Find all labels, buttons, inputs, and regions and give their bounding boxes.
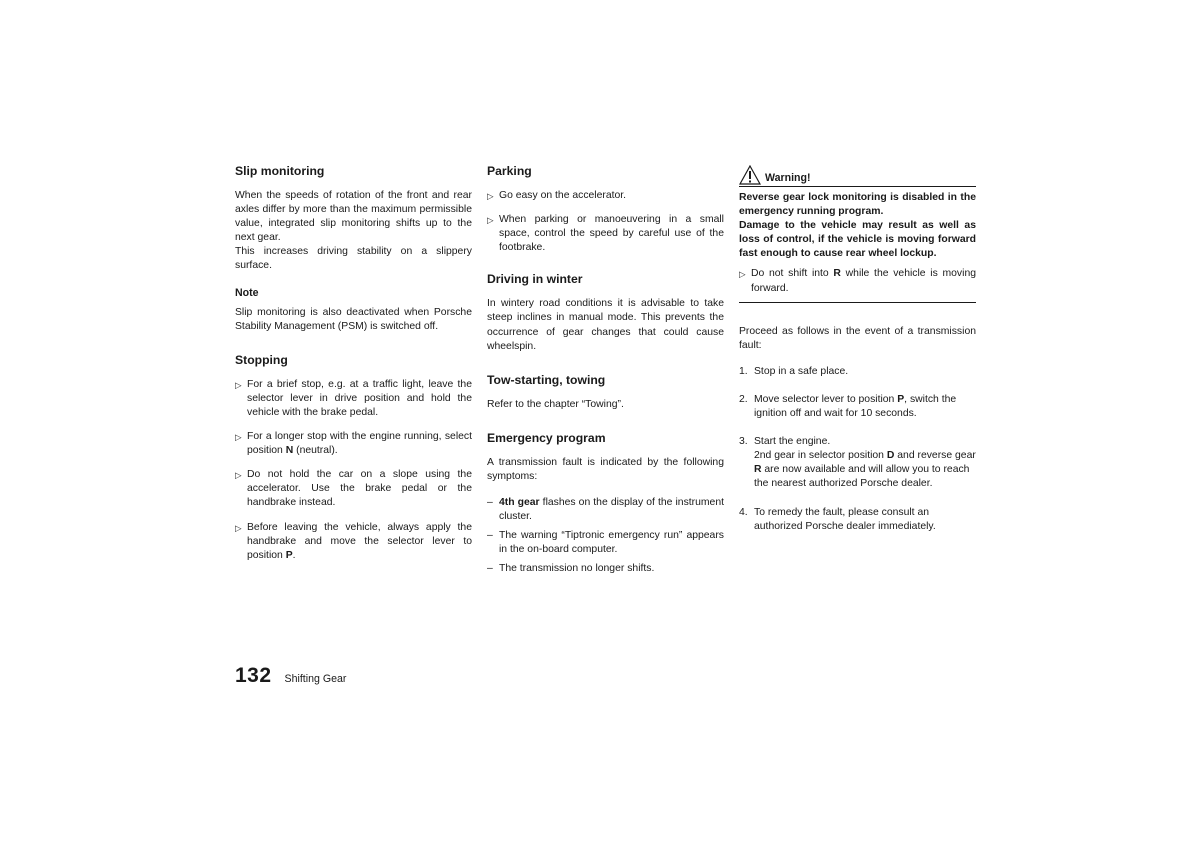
proceed-paragraph: Proceed as follows in the event of a transmission fault: xyxy=(739,325,976,351)
column-left xyxy=(235,163,472,573)
heading-driving-in-winter: Driving in winter xyxy=(487,272,583,287)
warning-text-2: Damage to the vehicle may result as well as loss of control, if the vehicle is moving forward fast enough to cause rear wheel lockup. xyxy=(739,220,976,260)
heading-parking: Parking xyxy=(487,164,532,178)
parking-list xyxy=(487,189,724,255)
heading-slip-monitoring: Slip monitoring xyxy=(235,164,325,178)
triangle-bullet-icon: ▷ xyxy=(739,269,746,280)
symptom-list xyxy=(487,496,724,576)
fault-steps-list xyxy=(739,365,976,534)
list-item: – 4th gear flashes on the display of the instrument cluster. xyxy=(487,497,724,523)
slip-paragraph-2: This increases driving stability on a slippery surface. xyxy=(235,246,472,272)
list-item: 1. Stop in a safe place. xyxy=(739,365,849,377)
warning-text-1: Reverse gear lock monitoring is disabled in the emergency running program. xyxy=(739,192,976,218)
warning-title: Warning! xyxy=(765,171,811,184)
stopping-list xyxy=(235,378,472,563)
list-item: – The transmission no longer shifts. xyxy=(487,563,655,575)
heading-stopping: Stopping xyxy=(235,352,288,367)
list-item: ▷ For a brief stop, e.g. at a traffic light, leave the selector lever in drive position and hold the vehicle with the brake pedal. xyxy=(235,378,472,418)
heading-tow-starting: Tow-starting, towing xyxy=(487,372,606,387)
triangle-bullet-icon: ▷ xyxy=(487,191,494,201)
section-title: Shifting Gear xyxy=(284,673,347,685)
list-item: ▷ For a longer stop with the engine running, select position N (neutral). xyxy=(235,431,472,457)
list-item: ▷ Before leaving the vehicle, always apply the handbrake and move the selector lever to position P. xyxy=(235,521,472,561)
heading-note: Note xyxy=(235,286,259,299)
heading-emergency-program: Emergency program xyxy=(487,430,606,445)
list-item: ▷ Do not shift into R while the vehicle is moving forward. xyxy=(739,268,976,294)
triangle-bullet-icon: ▷ xyxy=(235,379,242,390)
warning-header xyxy=(739,165,976,187)
tow-paragraph: Refer to the chapter “Towing”. xyxy=(487,398,624,410)
emergency-paragraph: A transmission fault is indicated by the following symptoms: xyxy=(487,456,724,482)
list-item: ▷ When parking or manoeuvering in a small space, control the speed by careful use of the footbrake. xyxy=(487,214,724,254)
note-paragraph: Slip monitoring is also deactivated when Porsche Stability Management (PSM) is switched off. xyxy=(235,306,472,332)
winter-paragraph: In wintery road conditions it is advisable to take steep inclines in manual mode. This prevents the occurrence of gear changes that could cause wheelspin. xyxy=(487,298,724,352)
triangle-bullet-icon: ▷ xyxy=(487,215,494,226)
triangle-bullet-icon: ▷ xyxy=(235,522,242,533)
warning-footer xyxy=(739,267,976,302)
list-item: ▷ Go easy on the accelerator. xyxy=(487,189,724,203)
page-footer xyxy=(235,664,346,688)
list-item: 3. Start the engine. 2nd gear in selector position D and reverse gear R are now available and will allow you to reach the nearest authorized Porsche dealer. xyxy=(739,436,976,490)
slip-paragraph-1: When the speeds of rotation of the front and rear axles differ by more than the maximum permissible value, integrated slip monitoring shifts up to the next gear. xyxy=(235,190,472,244)
list-item: – The warning “Tiptronic emergency run” appears in the on-board computer. xyxy=(487,530,724,556)
triangle-bullet-icon: ▷ xyxy=(235,470,242,481)
column-middle xyxy=(487,163,724,582)
column-right xyxy=(739,163,976,548)
list-item: 4. To remedy the fault, please consult an authorized Porsche dealer immediately. xyxy=(739,506,936,532)
list-item: ▷ Do not hold the car on a slope using the accelerator. Use the brake pedal or the handbrake instead. xyxy=(235,469,472,509)
warning-triangle-icon xyxy=(739,165,761,185)
list-item: 2. Move selector lever to position P, switch the ignition off and wait for 10 seconds. xyxy=(739,393,957,420)
page-number: 132 xyxy=(235,664,272,687)
triangle-bullet-icon: ▷ xyxy=(235,432,242,443)
